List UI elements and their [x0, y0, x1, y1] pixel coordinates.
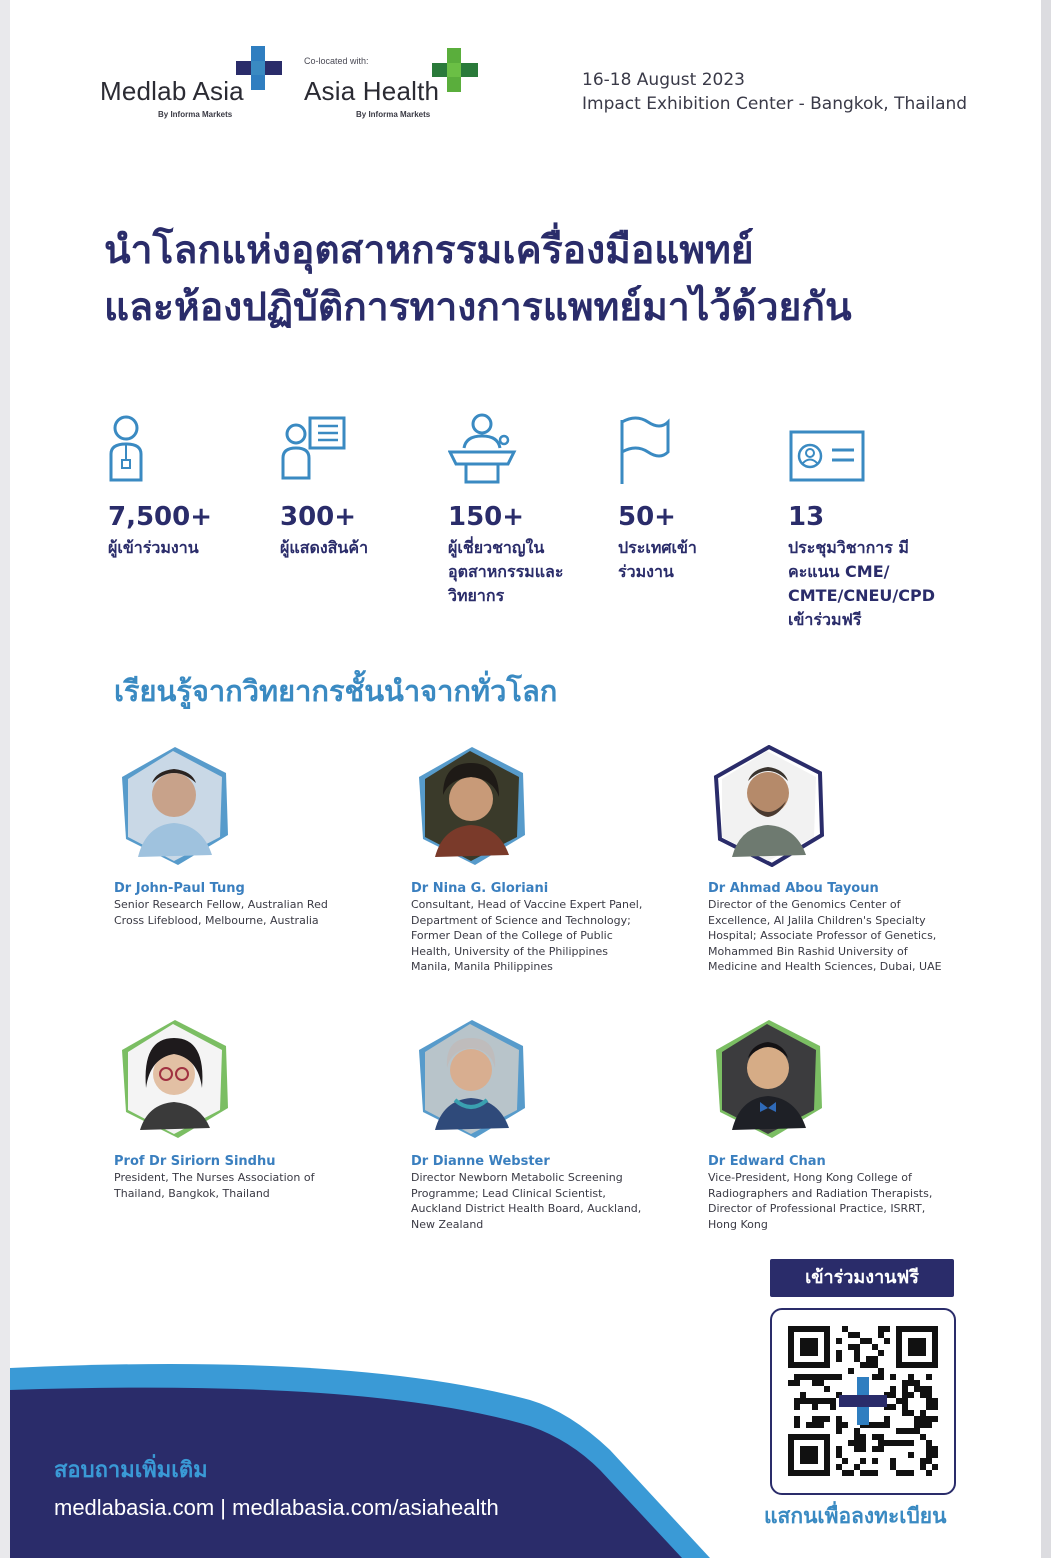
headline-line-1: นำโลกแห่งอุตสาหกรรมเครื่องมือแพทย์ — [104, 228, 754, 273]
stat-label: ผู้เข้าร่วมงาน — [108, 538, 199, 557]
headline — [104, 222, 1004, 336]
speaker-description: President, The Nurses Association of Thailand, Bangkok, Thailand — [114, 1171, 315, 1200]
stat-conferences — [788, 412, 953, 632]
logo-name: Medlab Asia — [100, 76, 244, 106]
stat-number: 50+ — [618, 502, 676, 532]
stat-number: 7,500+ — [108, 502, 213, 532]
logo-name: Asia Health — [304, 76, 440, 106]
speaker-name: Prof Dr Siriorn Sindhu — [114, 1154, 276, 1169]
speaker-name: Dr John-Paul Tung — [114, 881, 245, 896]
speaker-card — [114, 1018, 369, 1201]
speaker-photo — [116, 745, 234, 867]
stat-number: 150+ — [448, 502, 525, 532]
speaker-description: Vice-President, Hong Kong College of Radiographers and Radiation Therapists, Director of Professional Practice, ISRRT, Hong Kong — [708, 1171, 933, 1231]
qr-code[interactable] — [770, 1308, 956, 1495]
speaker-description: Consultant, Head of Vaccine Expert Panel, Department of Science and Technology; Former Dean of the College of Public Health, University of the Philippines Manila, Manila Philippines — [411, 898, 643, 973]
register-free-button[interactable]: เข้าร่วมงานฟรี — [770, 1259, 954, 1297]
speaker-card — [411, 745, 666, 975]
speaker-card — [411, 1018, 666, 1232]
exhibitor-icon — [280, 412, 350, 482]
stat-exhibitors — [280, 412, 445, 560]
stat-label: ประชุมวิชาการ มีคะแนน CME/ CMTE/CNEU/CPD เข้าร่วมฟรี — [788, 538, 935, 629]
speaker-photo — [710, 745, 828, 867]
event-info — [582, 68, 967, 116]
stat-number: 300+ — [280, 502, 357, 532]
event-venue: Impact Exhibition Center - Bangkok, Thailand — [582, 94, 968, 114]
website-links[interactable]: medlabasia.com | medlabasia.com/asiahealth — [54, 1495, 499, 1520]
stat-label: ผู้เชี่ยวชาญใน อุตสาหกรรมและ วิทยากร — [448, 538, 564, 605]
speaker-description: Director of the Genomics Center of Excellence, Al Jalila Children's Specialty Hospital; Associate Professor of Genetics, Mohammed Bin Rashid University of Medicine and Health Sciences, Dubai, UAE — [708, 898, 942, 973]
scan-to-register-label: แสกนเพื่อลงทะเบียน — [764, 1504, 947, 1528]
stat-label: ประเทศเข้า ร่วมงาน — [618, 538, 697, 581]
page-edge — [1041, 0, 1051, 1558]
inquiry-label: สอบถามเพิ่มเติม — [54, 1458, 208, 1483]
stat-attendees — [108, 412, 273, 560]
flag-icon — [618, 412, 678, 484]
stat-label: ผู้แสดงสินค้า — [280, 538, 369, 557]
contact-info — [54, 1452, 499, 1521]
speaker-card — [708, 1018, 963, 1232]
stat-countries — [618, 412, 783, 584]
qr-code-icon — [788, 1326, 938, 1476]
colocated-label: Co-located with: — [304, 56, 369, 66]
stat-speakers — [448, 412, 613, 608]
speaker-photo — [710, 1018, 828, 1140]
poster — [10, 0, 1041, 1558]
speaker-name: Dr Edward Chan — [708, 1154, 826, 1169]
speaker-description: Director Newborn Metabolic Screening Programme; Lead Clinical Scientist, Auckland District Health Board, Auckland, New Zealand — [411, 1171, 642, 1231]
logo-byline: By Informa Markets — [158, 110, 233, 119]
speaker-card — [114, 745, 369, 928]
stat-number: 13 — [788, 502, 825, 532]
speaker-photo — [413, 1018, 531, 1140]
speakers-title: เรียนรู้จากวิทยากรชั้นนำจากทั่วโลก — [114, 674, 558, 708]
attendee-icon — [108, 412, 148, 482]
speaker-card — [708, 745, 963, 975]
speaker-photo — [116, 1018, 234, 1140]
speaker-podium-icon — [448, 412, 520, 484]
speaker-name: Dr Dianne Webster — [411, 1154, 550, 1169]
speaker-description: Senior Research Fellow, Australian Red Cross Lifeblood, Melbourne, Australia — [114, 898, 328, 927]
event-date: 16-18 August 2023 — [582, 70, 745, 90]
speaker-name: Dr Nina G. Gloriani — [411, 881, 549, 896]
id-card-icon — [788, 412, 866, 484]
logo-byline: By Informa Markets — [356, 110, 431, 119]
speaker-name: Dr Ahmad Abou Tayoun — [708, 881, 879, 896]
speaker-photo — [413, 745, 531, 867]
headline-line-2: และห้องปฏิบัติการทางการแพทย์มาไว้ด้วยกัน — [104, 285, 852, 330]
